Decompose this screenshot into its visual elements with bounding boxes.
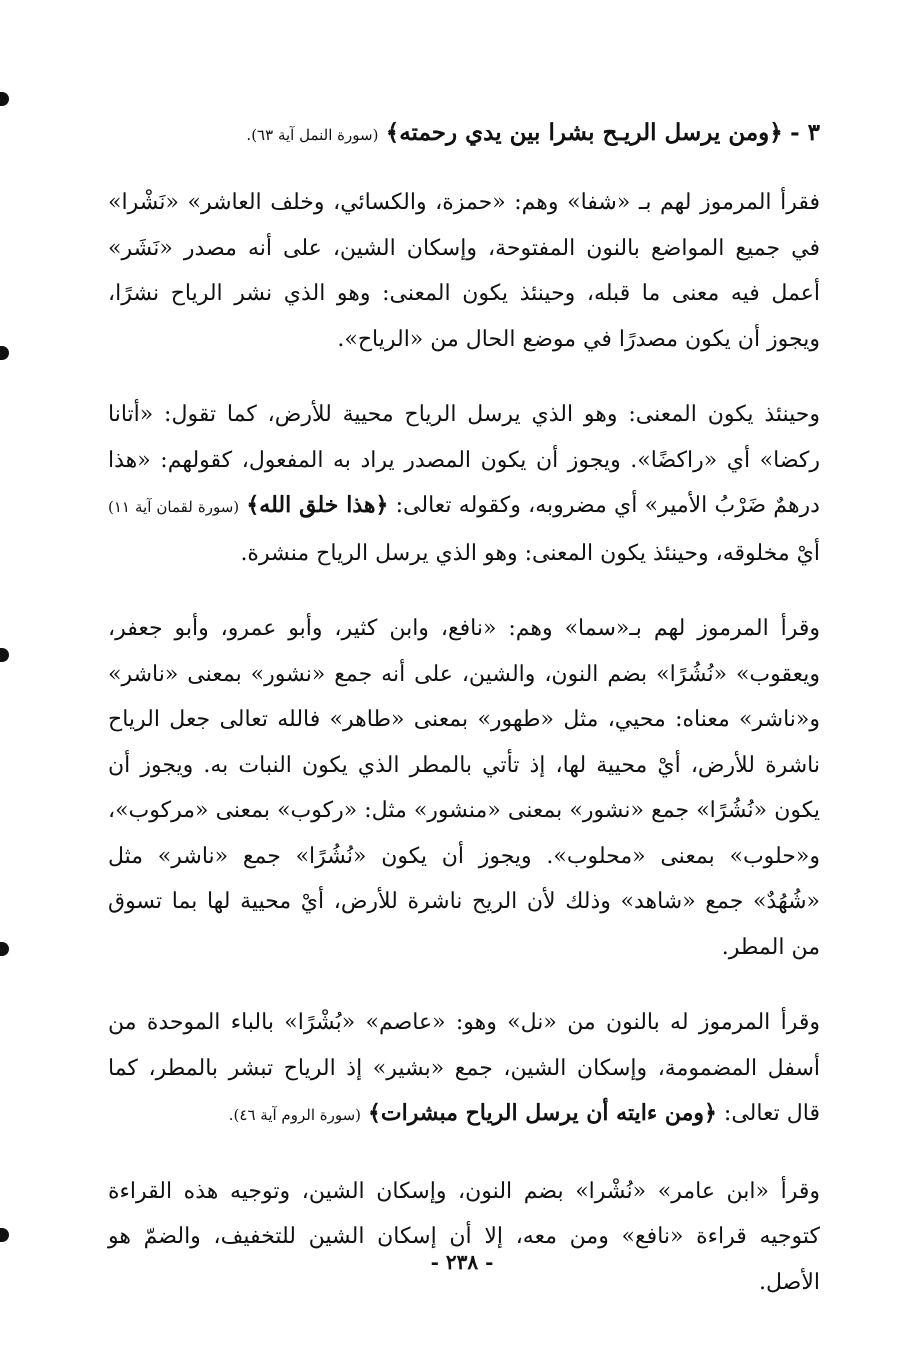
margin-mark [0,346,9,360]
page-number: - ٢٣٨ - [430,1250,494,1274]
margin-mark [0,1228,9,1242]
paragraph-2 [108,392,820,576]
paragraph-5: وقرأ «ابن عامر» «نُشْرا» بضم النون، وإسكان الشين، وتوجيه هذه القراءة كتوجيه قراءة «نافع» ومن معه، إلا أن إسكان الشين للتخفيف، والضمّ هو الأصل. [108,1178,820,1295]
section-heading [108,110,820,158]
quran-verse: ﴿هذا خلق الله﴾ [246,492,389,518]
paragraph-text: وقرأ المرموز له بالنون من «نل» وهو: «عاصم» «بُشْرًا» بالباء الموحدة من أسفل المضمومة، وإسكان الشين، جمع «بشير» إذ الرياح تبشر بالمطر، كما قال تعالى: [108,1010,820,1126]
margin-mark [0,942,9,956]
paragraph-3: وقرأ المرموز لهم بـ«سما» وهم: «نافع، وابن كثير، وأبو عمرو، وأبو جعفر، ويعقوب» «نُشُرًا» بضم النون، والشين، على أنه جمع «نشور» بمعنى «ناشر» و«ناشر» معناه: محيي، مثل «طهور» بمعنى «طاهر» فالله تعالى جعل الرياح ناشرة للأرض، أيْ محيية لها، إذ تأتي بالمطر الذي يكون النبات به. ويجوز أن يكون «نُشُرًا» جمع «نشور» بمعنى «منشور» مثل: «ركوب» بمعنى «مركوب»، و«حلوب» بمعنى «محلوب». ويجوز أن يكون «نُشُرًا» جمع «ناشر» مثل «شُهُدٌ» جمع «شاهد» وذلك لأن الريح ناشرة للأرض، أيْ محيية لها بما تسوق من المطر. [108,616,820,960]
margin-mark [0,648,9,662]
section-number: ٣ - [790,119,820,146]
margin-mark [0,92,9,106]
paragraph-text: وحينئذ يكون المعنى: وهو الذي يرسل الرياح محيية للأرض، كما تقول: «أتانا ركضا» أي «راكضًا». ويجوز أن يكون المصدر يراد به المفعول، كقولهم: «هذا درهمٌ ضَرْبُ الأمير» أي مضروبه، وكقوله تعالى: [108,402,821,518]
paragraph-4 [108,1000,820,1139]
main-text [108,110,820,1335]
quran-verse: ﴿ومن يرسل الريـح بشرا بين يدي رحمته﴾ [385,119,783,146]
verse-reference: (سورة الروم آية ٤٦). [228,1106,362,1124]
quran-verse: ﴿ومن ءايته أن يرسل الرياح مبشرات﴾ [368,1100,717,1126]
verse-reference: (سورة النمل آية ٦٣). [246,126,379,144]
paragraph-1: فقرأ المرموز لهم بـ «شفا» وهم: «حمزة، والكسائي، وخلف العاشر» «نَشْرا» في جميع المواضع بالنون المفتوحة، وإسكان الشين، على أنه مصدر «نَشَر» أعمل فيه معنى ما قبله، وحينئذ يكون المعنى: وهو الذي نشر الرياح نشرًا، ويجوز أن يكون مصدرًا في موضع الحال من «الرياح». [108,190,820,352]
paragraph-text: أيْ مخلوقه، وحينئذ يكون المعنى: وهو الذي يرسل الرياح منشرة. [240,540,820,566]
verse-reference: (سورة لقمان آية ١١) [108,498,240,516]
